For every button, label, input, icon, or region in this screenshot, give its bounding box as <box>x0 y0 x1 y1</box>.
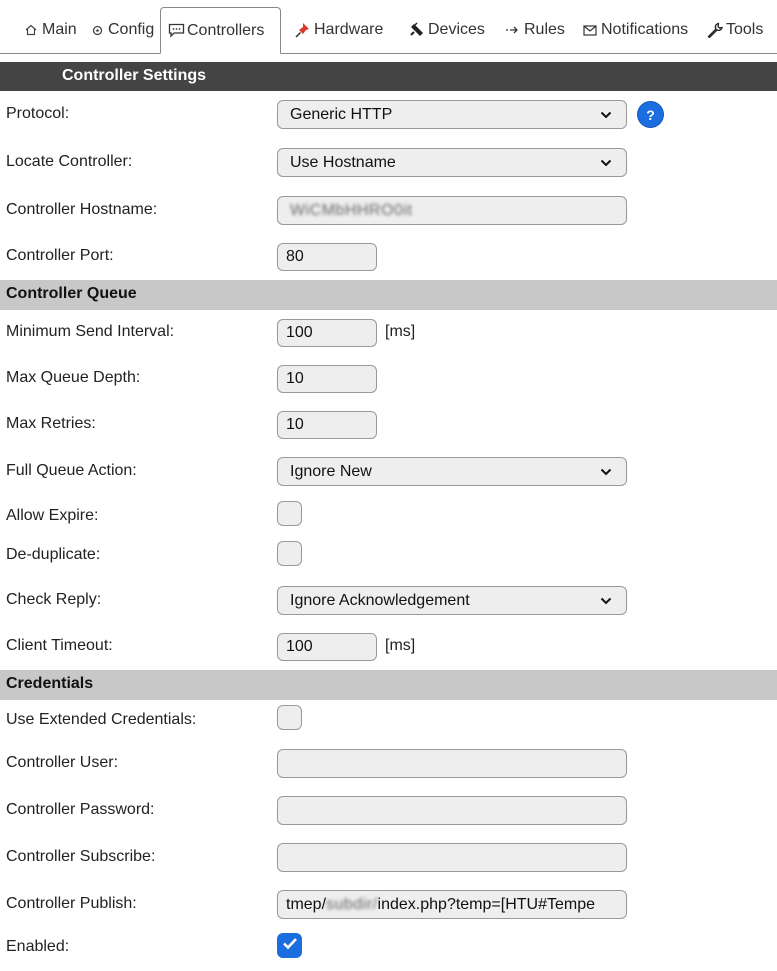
home-icon <box>22 21 40 39</box>
locate-controller-value: Use Hostname <box>290 153 396 171</box>
locate-controller-select[interactable] <box>277 148 627 177</box>
section-title: Credentials <box>6 675 94 692</box>
client-timeout-label: Client Timeout: <box>6 637 113 654</box>
chevron-down-icon <box>600 465 614 479</box>
chat-icon <box>167 22 185 40</box>
chevron-down-icon <box>600 108 614 122</box>
deduplicate-label: De-duplicate: <box>6 546 101 563</box>
wrench-icon <box>706 21 724 39</box>
tab-label: Hardware <box>314 21 384 38</box>
protocol-value: Generic HTTP <box>290 105 393 123</box>
controller-subscribe-input[interactable] <box>277 843 627 872</box>
chevron-down-icon <box>600 594 614 608</box>
max-queue-depth-input[interactable] <box>277 365 377 393</box>
full-queue-action-value: Ignore New <box>290 462 372 480</box>
controller-publish-label: Controller Publish: <box>6 895 137 912</box>
controller-user-input[interactable] <box>277 749 627 778</box>
chevron-down-icon <box>600 156 614 170</box>
section-header-settings <box>0 62 777 91</box>
port-value: 80 <box>286 248 304 265</box>
client-timeout-value: 100 <box>286 638 313 655</box>
mail-icon <box>581 21 599 39</box>
max-retries-value: 10 <box>286 416 304 433</box>
hostname-label: Controller Hostname: <box>6 201 158 218</box>
plug-icon <box>408 21 426 39</box>
deduplicate-checkbox[interactable] <box>277 541 302 566</box>
tab-bar <box>0 0 777 54</box>
publish-blurred: subdir/ <box>326 895 378 913</box>
tab-hardware[interactable] <box>288 7 389 53</box>
hostname-value: WiCMbHHRO0it <box>290 201 413 219</box>
checkmark-icon <box>282 937 298 955</box>
tab-label: Controllers <box>187 21 265 39</box>
allow-expire-checkbox[interactable] <box>277 501 302 526</box>
tab-label: Notifications <box>601 21 689 38</box>
controller-subscribe-label: Controller Subscribe: <box>6 848 156 865</box>
section-title: Controller Settings <box>62 67 207 84</box>
allow-expire-label: Allow Expire: <box>6 507 99 524</box>
controller-password-input[interactable] <box>277 796 627 825</box>
enabled-checkbox[interactable] <box>277 933 302 958</box>
tab-label: Rules <box>524 21 565 38</box>
max-queue-depth-label: Max Queue Depth: <box>6 369 141 386</box>
client-timeout-unit: [ms] <box>385 637 416 654</box>
tab-notifications[interactable] <box>575 7 694 53</box>
enabled-label: Enabled: <box>6 938 70 955</box>
pin-icon <box>294 21 312 39</box>
full-queue-action-select[interactable] <box>277 457 627 486</box>
tab-tools[interactable] <box>700 7 769 53</box>
gear-icon <box>88 21 106 39</box>
controller-user-label: Controller User: <box>6 754 119 771</box>
port-label: Controller Port: <box>6 247 114 264</box>
tab-controllers[interactable] <box>160 7 281 54</box>
section-header-credentials <box>0 670 777 700</box>
controller-password-label: Controller Password: <box>6 801 155 818</box>
tab-label: Config <box>108 21 155 38</box>
locate-controller-label: Locate Controller: <box>6 153 133 170</box>
tab-rules[interactable] <box>498 7 571 53</box>
tab-main[interactable] <box>16 7 83 53</box>
publish-suffix: index.php?temp=[HTU#Tempe <box>377 895 595 913</box>
tab-label: Main <box>42 21 77 38</box>
min-interval-value: 100 <box>286 324 313 341</box>
max-retries-input[interactable] <box>277 411 377 439</box>
tab-label: Tools <box>726 21 764 38</box>
protocol-select[interactable] <box>277 100 627 129</box>
hostname-input[interactable] <box>277 196 627 225</box>
min-interval-input[interactable] <box>277 319 377 347</box>
tab-config[interactable] <box>82 7 160 53</box>
check-reply-select[interactable] <box>277 586 627 615</box>
check-reply-label: Check Reply: <box>6 591 102 608</box>
port-input[interactable] <box>277 243 377 271</box>
section-header-queue <box>0 280 777 310</box>
min-interval-label: Minimum Send Interval: <box>6 323 175 340</box>
controller-publish-input[interactable] <box>277 890 627 919</box>
section-title: Controller Queue <box>6 285 137 302</box>
max-queue-depth-value: 10 <box>286 370 304 387</box>
min-interval-unit: [ms] <box>385 323 416 340</box>
client-timeout-input[interactable] <box>277 633 377 661</box>
publish-prefix: tmep/ <box>286 895 327 913</box>
tab-devices[interactable] <box>402 7 491 53</box>
check-reply-value: Ignore Acknowledgement <box>290 591 470 609</box>
protocol-label: Protocol: <box>6 105 70 122</box>
use-extended-credentials-label: Use Extended Credentials: <box>6 711 197 728</box>
arrow-icon <box>504 21 522 39</box>
max-retries-label: Max Retries: <box>6 415 96 432</box>
tab-label: Devices <box>428 21 485 38</box>
use-extended-credentials-checkbox[interactable] <box>277 705 302 730</box>
help-button[interactable]: ? <box>638 102 663 127</box>
full-queue-action-label: Full Queue Action: <box>6 462 137 479</box>
